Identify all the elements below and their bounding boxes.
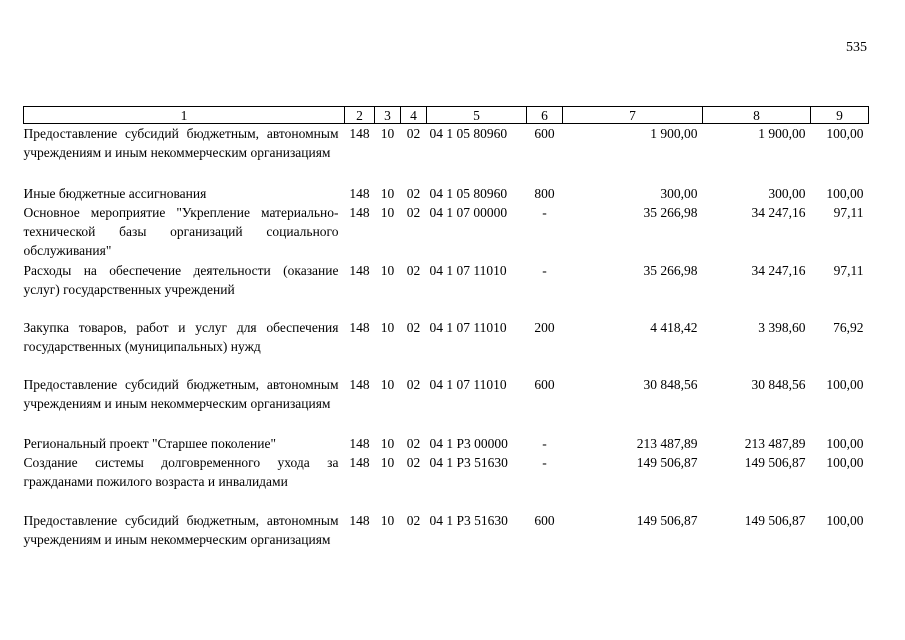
cell-expense-type: - <box>542 204 547 220</box>
row-name: Закупка товаров, работ и услуг для обеспечения государственных (муниципальных) нужд <box>23 319 339 354</box>
table-row <box>24 375 869 434</box>
cell-expense-type: - <box>542 435 547 451</box>
cell-expense-type: - <box>542 262 547 278</box>
row-name: Иные бюджетные ассигнования <box>23 185 207 201</box>
cell-executed: 149 506,87 <box>744 512 806 528</box>
column-header: 3 <box>375 107 401 124</box>
row-name: Предоставление субсидий бюджетным, автономным учреждениям и иным некоммерческим организациям <box>23 376 339 411</box>
cell-planned: 149 506,87 <box>636 512 698 528</box>
cell-expense-type: 800 <box>534 185 555 201</box>
cell-target-article: 04 1 P3 51630 <box>429 454 508 470</box>
cell-percent: 100,00 <box>826 435 864 451</box>
row-name: Основное мероприятие "Укрепление материально-технической базы организаций социального обслуживания" <box>23 204 339 258</box>
cell-target-article: 04 1 05 80960 <box>429 126 508 141</box>
column-header: 8 <box>703 107 811 124</box>
cell-section: 10 <box>380 204 395 220</box>
cell-target-article: 04 1 P3 00000 <box>429 435 508 451</box>
cell-section: 10 <box>380 319 395 335</box>
table-row <box>24 511 869 571</box>
row-name: Региональный проект "Старшее поколение" <box>23 435 276 451</box>
cell-planned: 35 266,98 <box>643 204 698 220</box>
cell-executed: 30 848,56 <box>751 376 806 392</box>
cell-section: 10 <box>380 435 395 451</box>
cell-planned: 4 418,42 <box>650 319 698 335</box>
cell-target-article: 04 1 05 80960 <box>429 185 508 201</box>
cell-planned: 213 487,89 <box>636 435 698 451</box>
cell-expense-type: 200 <box>534 319 555 335</box>
cell-subsection: 02 <box>406 512 421 528</box>
cell-subsection: 02 <box>406 262 421 278</box>
cell-subsection: 02 <box>406 319 421 335</box>
cell-percent: 100,00 <box>826 454 864 470</box>
cell-section: 10 <box>380 185 395 201</box>
cell-chapter: 148 <box>349 319 370 335</box>
column-header: 2 <box>345 107 375 124</box>
cell-subsection: 02 <box>406 454 421 470</box>
cell-executed: 149 506,87 <box>744 454 806 470</box>
cell-target-article: 04 1 07 11010 <box>429 376 507 392</box>
cell-chapter: 148 <box>349 454 370 470</box>
cell-executed: 34 247,16 <box>751 204 806 220</box>
cell-chapter: 148 <box>349 185 370 201</box>
cell-expense-type: - <box>542 454 547 470</box>
cell-target-article: 04 1 07 11010 <box>429 262 507 278</box>
column-header: 1 <box>24 107 345 124</box>
header-row <box>24 107 869 124</box>
cell-target-article: 04 1 07 00000 <box>429 204 508 220</box>
cell-executed: 300,00 <box>768 185 806 201</box>
cell-planned: 300,00 <box>660 185 698 201</box>
page-number: 535 <box>846 40 867 55</box>
column-header: 7 <box>563 107 703 124</box>
cell-section: 10 <box>380 512 395 528</box>
table-row <box>24 318 869 375</box>
cell-planned: 1 900,00 <box>650 126 698 141</box>
cell-expense-type: 600 <box>534 512 555 528</box>
cell-planned: 30 848,56 <box>643 376 698 392</box>
cell-section: 10 <box>380 454 395 470</box>
row-name: Создание системы долговременного ухода за гражданами пожилого возраста и инвалидами <box>23 454 339 489</box>
table-row <box>24 124 869 184</box>
cell-subsection: 02 <box>406 376 421 392</box>
cell-chapter: 148 <box>349 435 370 451</box>
cell-target-article: 04 1 P3 51630 <box>429 512 508 528</box>
cell-planned: 35 266,98 <box>643 262 698 278</box>
cell-chapter: 148 <box>349 512 370 528</box>
table-row <box>24 184 869 203</box>
cell-section: 10 <box>380 376 395 392</box>
cell-percent: 76,92 <box>833 319 864 335</box>
cell-subsection: 02 <box>406 204 421 220</box>
cell-section: 10 <box>380 262 395 278</box>
cell-executed: 34 247,16 <box>751 262 806 278</box>
table-row <box>24 261 869 318</box>
cell-executed: 213 487,89 <box>744 435 806 451</box>
table-row <box>24 203 869 261</box>
column-header: 5 <box>427 107 527 124</box>
cell-percent: 97,11 <box>833 204 864 220</box>
cell-executed: 1 900,00 <box>758 126 806 141</box>
table-row <box>24 453 869 511</box>
cell-percent: 100,00 <box>826 376 864 392</box>
cell-section: 10 <box>380 126 395 141</box>
column-header: 6 <box>527 107 563 124</box>
cell-expense-type: 600 <box>534 126 555 141</box>
cell-chapter: 148 <box>349 204 370 220</box>
row-name: Предоставление субсидий бюджетным, автономным учреждениям и иным некоммерческим организациям <box>23 126 339 160</box>
column-header: 4 <box>401 107 427 124</box>
cell-percent: 100,00 <box>826 185 864 201</box>
cell-chapter: 148 <box>349 126 370 141</box>
cell-percent: 97,11 <box>833 262 864 278</box>
cell-chapter: 148 <box>349 376 370 392</box>
cell-percent: 100,00 <box>826 126 864 141</box>
column-header: 9 <box>811 107 869 124</box>
row-name: Предоставление субсидий бюджетным, автономным учреждениям и иным некоммерческим организациям <box>23 512 339 547</box>
cell-chapter: 148 <box>349 262 370 278</box>
cell-planned: 149 506,87 <box>636 454 698 470</box>
budget-table <box>23 106 869 571</box>
cell-subsection: 02 <box>406 185 421 201</box>
cell-target-article: 04 1 07 11010 <box>429 319 507 335</box>
table-row <box>24 434 869 453</box>
cell-subsection: 02 <box>406 126 421 141</box>
row-name: Расходы на обеспечение деятельности (оказание услуг) государственных учреждений <box>23 262 339 297</box>
cell-subsection: 02 <box>406 435 421 451</box>
cell-expense-type: 600 <box>534 376 555 392</box>
cell-executed: 3 398,60 <box>758 319 806 335</box>
cell-percent: 100,00 <box>826 512 864 528</box>
